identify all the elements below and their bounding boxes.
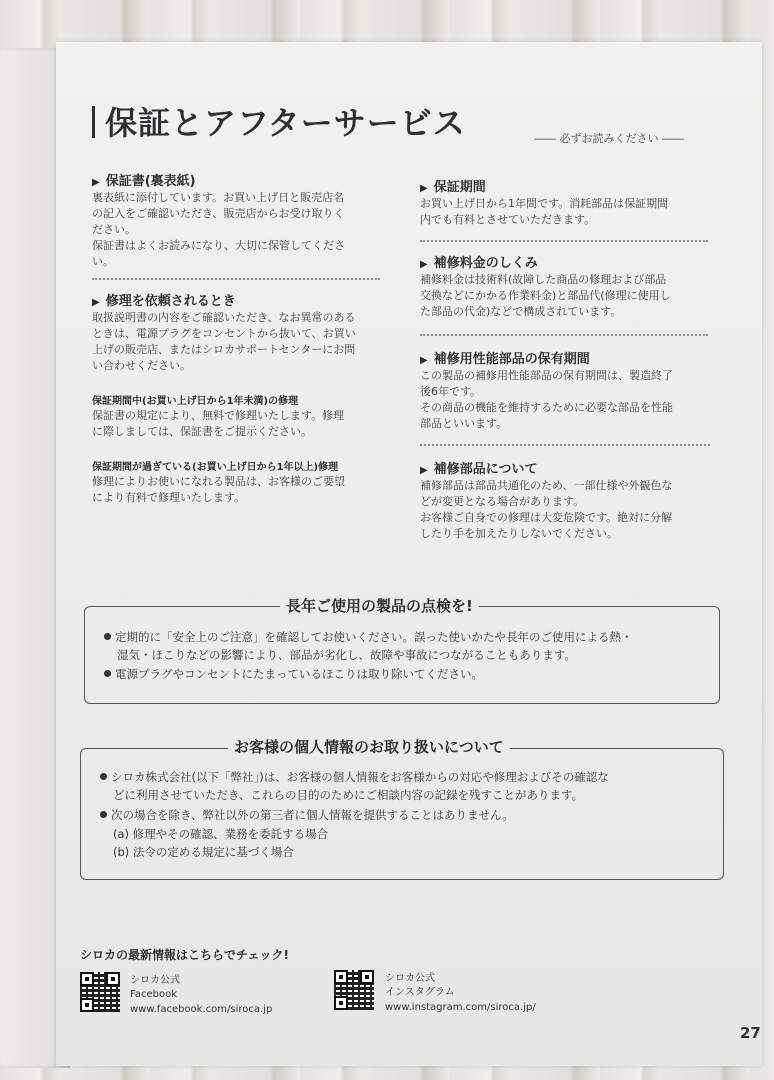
inspection-line-1-text: 定期的に「安全上のご注意」を確認してお使いください。誤った使いかたや長年のご使用による熱・ (115, 630, 633, 644)
triangle-icon: ▶ (420, 259, 428, 270)
facebook-url[interactable]: www.facebook.com/siroca.jp (130, 1004, 273, 1015)
triangle-icon: ▶ (92, 177, 100, 188)
divider (92, 278, 380, 280)
privacy-line-5: (b) 法令の定める規定に基づく場合 (113, 845, 294, 859)
divider (420, 240, 708, 242)
triangle-icon: ▶ (92, 297, 100, 308)
must-read-note: ―― 必ずお読みください ―― (534, 132, 684, 145)
triangle-icon: ▶ (420, 465, 428, 476)
in-period-repair-body: 保証書の規定により、無料で修理いたします。修理 に際しましては、保証書をご提示ください。 (92, 409, 345, 438)
qr-finder-mark (80, 972, 94, 986)
repair-parts-heading (420, 458, 537, 477)
repair-fee-heading-text: 補修料金のしくみ (433, 256, 538, 271)
qr-finder-mark (360, 970, 374, 984)
facebook-qr-code[interactable] (80, 972, 120, 1012)
after-period-repair-body: 修理によりお使いになれる製品は、お客様のご要望 により有料で修理いたします。 (92, 475, 345, 504)
instagram-url[interactable]: www.instagram.com/siroca.jp/ (385, 1002, 536, 1013)
page-title (92, 98, 466, 144)
repair-request-heading (92, 290, 236, 309)
privacy-line-2: どに利用させていただき、これらの目的のためにご相談内容の記録を残すことがあります。 (113, 788, 584, 802)
check-title: シロカの最新情報はこちらでチェック! (80, 948, 289, 962)
repair-request-body: 取扱説明書の内容をご確認いただき、なお異常のある ときは、電源プラグをコンセントから抜いて、お買い 上げの販売店、またはシロカサポートセンターにお問 い合わせください。 (92, 311, 356, 372)
inspection-line-3 (104, 665, 483, 683)
bullet-icon (104, 633, 111, 640)
bullet-icon (104, 670, 111, 677)
inspection-box-title: 長年ご使用の製品の点検を! (280, 595, 479, 616)
privacy-line-3 (100, 806, 514, 824)
in-period-repair-title: 保証期間中(お買い上げ日から1年未満)の修理 (92, 396, 299, 407)
instagram-qr-code[interactable] (334, 970, 374, 1010)
warranty-card-heading (92, 170, 196, 189)
qr-finder-mark (80, 998, 94, 1012)
repair-parts-body: 補修部品は部品共通化のため、一部仕様や外観色な どが変更となる場合があります。 お客様ご自身での修理は大変危険です。絶対に分解 したり手を加えたりしないでください。 (420, 479, 673, 540)
warranty-period-heading-text: 保証期間 (433, 180, 486, 195)
divider (420, 334, 708, 336)
triangle-icon: ▶ (420, 355, 428, 366)
instagram-label-2: インスタグラム (385, 987, 455, 998)
facebook-label-2: Facebook (130, 989, 177, 1000)
privacy-line-3-text: 次の場合を除き、弊社以外の第三者に個人情報を提供することはありません。 (111, 808, 514, 822)
facebook-label-1: シロカ公式 (130, 975, 180, 986)
privacy-line-4: (a) 修理やその確認、業務を委託する場合 (113, 827, 329, 841)
after-period-repair-title: 保証期間が過ぎている(お買い上げ日から1年以上)修理 (92, 462, 339, 473)
triangle-icon: ▶ (420, 183, 428, 194)
repair-parts-heading-text: 補修部品について (433, 462, 538, 477)
divider (420, 444, 710, 446)
privacy-line-1 (100, 768, 609, 786)
repair-fee-body: 補修料金は技術料(故障した商品の修理および部品 交換などにかかる作業料金)と部品代(修理に使用し た部品の代金)などで構成されています。 (420, 273, 671, 318)
page-title-text: 保証とアフターサービス (105, 104, 466, 142)
bullet-icon (100, 773, 107, 780)
qr-finder-mark (106, 972, 120, 986)
instagram-label-1: シロカ公式 (385, 973, 435, 984)
privacy-box-title: お客様の個人情報のお取り扱いについて (228, 736, 510, 757)
bullet-icon (100, 811, 107, 818)
parts-retention-body: この製品の補修用性能部品の保有期間は、製造終了 後6年です。 その商品の機能を維持するために必要な部品を性能 部品といいます。 (420, 369, 673, 430)
inspection-line-1 (104, 628, 633, 646)
inspection-line-3-text: 電源プラグやコンセントにたまっているほこりは取り除いてください。 (115, 667, 483, 681)
inspection-line-2: 湿気・ほこりなどの影響により、部品が劣化し、故障や事故につながることもあります。 (117, 648, 576, 662)
repair-fee-heading (420, 252, 538, 271)
parts-retention-heading-text: 補修用性能部品の保有期間 (433, 352, 590, 367)
warranty-period-body: お買い上げ日から1年間です。消耗部品は保証期間 内でも有料とさせていただきます。 (420, 197, 669, 226)
page-number: 27 (740, 1024, 761, 1042)
privacy-line-1-text: シロカ株式会社(以下「弊社」)は、お客様の個人情報をお客様からの対応や修理およびその確認な (111, 770, 609, 784)
parts-retention-heading (420, 348, 590, 367)
warranty-card-body: 裏表紙に添付しています。お買い上げ日と販売店名 の記入をご確認いただき、販売店からお受け取りく ださい。 保証書はよくお読みになり、大切に保管してくださ い。 (92, 191, 345, 268)
warranty-period-heading (420, 176, 486, 195)
warranty-card-heading-text: 保証書(裏表紙) (105, 174, 196, 189)
qr-finder-mark (334, 996, 348, 1010)
title-bar-mark (92, 106, 95, 138)
repair-request-heading-text: 修理を依頼されるとき (105, 294, 236, 309)
qr-finder-mark (334, 970, 348, 984)
